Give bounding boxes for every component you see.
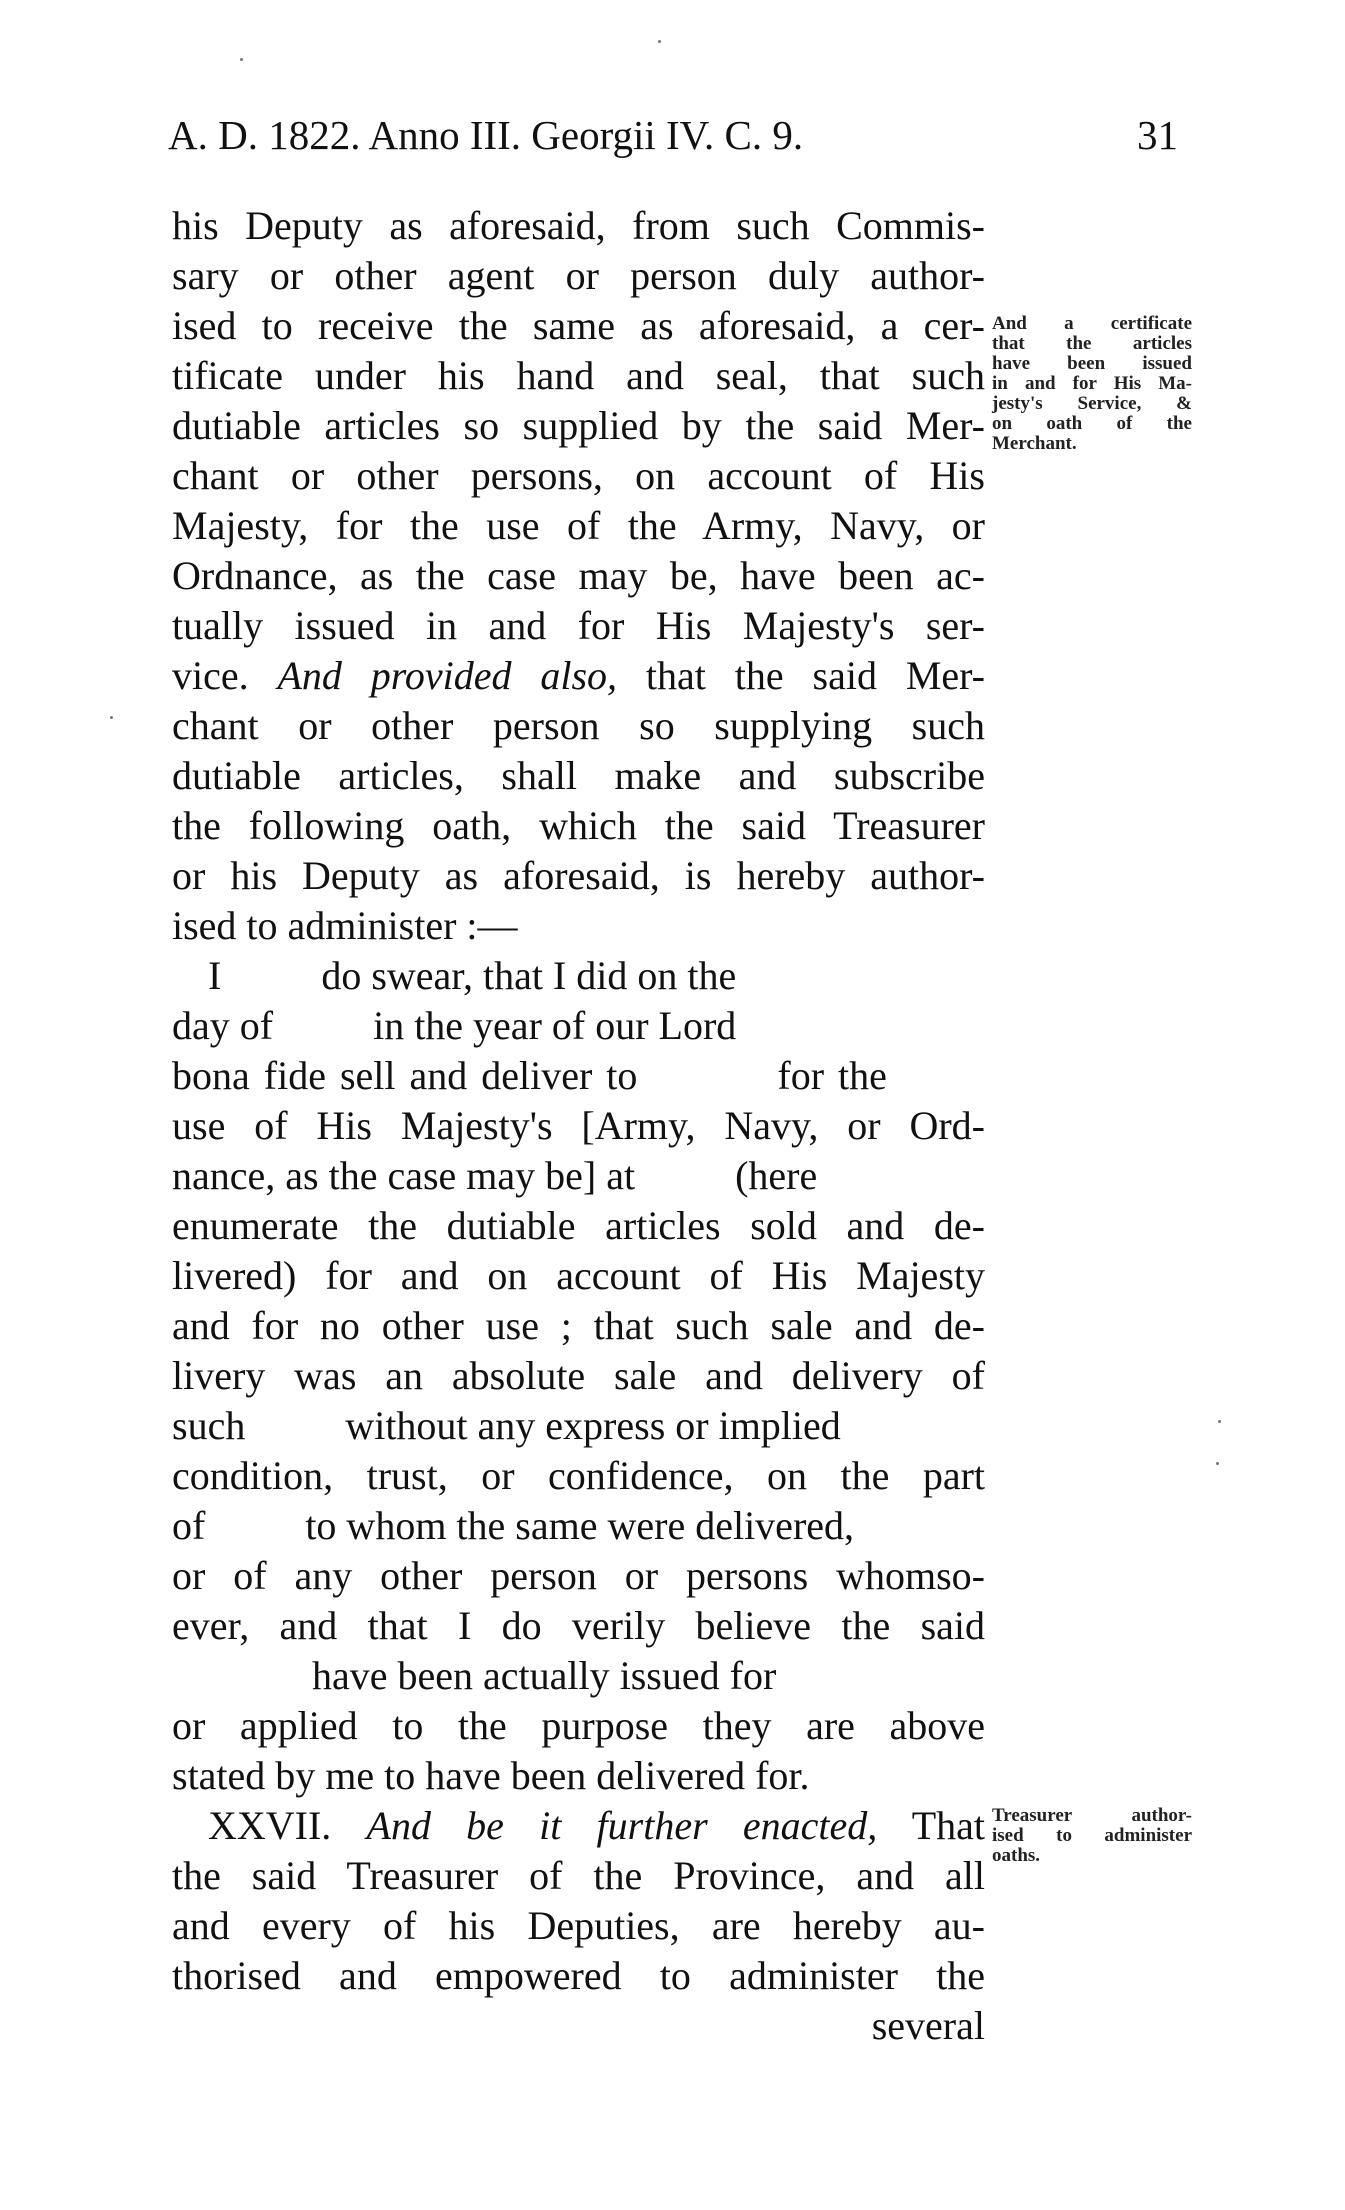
margin-note-treasurer [992, 1806, 1192, 1866]
oath-line: stated by me to have been delivered for. [172, 1753, 810, 1798]
scan-speck [110, 716, 113, 719]
margin-note-line: ised to administer [992, 1825, 1192, 1846]
text-line: tificate under his hand and seal, that such [172, 353, 985, 398]
oath-line: I do swear, that I did on the [208, 953, 737, 998]
text-line: dutiable articles, shall make and subscribe [172, 753, 985, 798]
margin-note-line: on oath of the [992, 413, 1192, 434]
text-line: sary or other agent or person duly author- [172, 253, 985, 298]
oath-line: livery was an absolute sale and delivery of [172, 1353, 985, 1398]
oath-line: enumerate the dutiable articles sold and de- [172, 1203, 985, 1248]
scan-speck [1216, 1462, 1219, 1465]
margin-note-line: that the articles [992, 333, 1192, 354]
scan-speck [1218, 1420, 1221, 1423]
oath-line: livered) for and on account of His Majesty [172, 1253, 985, 1298]
text-line: Majesty, for the use of the Army, Navy, or [172, 503, 985, 548]
running-header [168, 108, 1178, 162]
scan-speck [658, 40, 661, 43]
oath-line: of to whom the same were delivered, [172, 1503, 855, 1548]
text-line: the said Treasurer of the Province, and all [172, 1853, 985, 1898]
oath-line: and for no other use ; that such sale and de- [172, 1303, 985, 1348]
text-line: Ordnance, as the case may be, have been ac- [172, 553, 985, 598]
text-line: thorised and empowered to administer the [172, 1953, 985, 1998]
text-line: or his Deputy as aforesaid, is hereby author- [172, 853, 985, 898]
margin-note-line: jesty's Service, & [992, 393, 1192, 414]
oath-line: or of any other person or persons whomso- [172, 1553, 985, 1598]
margin-note-line: have been issued [992, 353, 1192, 374]
text-line: chant or other person so supplying such [172, 703, 985, 748]
text-line: dutiable articles so supplied by the said Mer- [172, 403, 985, 448]
margin-note-line: oaths. [992, 1845, 1041, 1866]
oath-line: bona fide sell and deliver to for the [172, 1053, 887, 1098]
oath-line: or applied to the purpose they are above [172, 1703, 985, 1748]
oath-line: condition, trust, or confidence, on the part [172, 1453, 985, 1498]
oath-line: such without any express or implied [172, 1403, 841, 1448]
oath-line: have been actually issued for [312, 1653, 777, 1698]
italic-phrase: And be it further enacted, [366, 1803, 878, 1848]
text-line: his Deputy as aforesaid, from such Commis- [172, 203, 985, 248]
text-line: ised to receive the same as aforesaid, a cer- [172, 303, 985, 348]
catchword: several [871, 2003, 985, 2048]
oath-line: use of His Majesty's [Army, Navy, or Ord- [172, 1103, 985, 1148]
text-line: tually issued in and for His Majesty's ser- [172, 603, 985, 648]
section-start-line: XXVII. And be it further enacted, That [208, 1803, 986, 1848]
margin-note-line: Treasurer author- [992, 1805, 1192, 1826]
scan-speck [240, 58, 243, 61]
italic-phrase: And provided also, [277, 653, 618, 698]
text-line: chant or other persons, on account of His [172, 453, 985, 498]
page-number: 31 [1137, 112, 1178, 158]
text-line: and every of his Deputies, are hereby au- [172, 1903, 985, 1948]
margin-note-line: Merchant. [992, 433, 1077, 454]
oath-line: nance, as the case may be] at (here [172, 1153, 818, 1198]
margin-note-line: And a certificate [992, 313, 1192, 334]
text-line-with-italic: vice. And provided also, that the said Mer- [172, 653, 985, 698]
text-line: ised to administer :— [172, 903, 518, 948]
oath-line: ever, and that I do verily believe the said [172, 1603, 985, 1648]
text-line: the following oath, which the said Treasurer [172, 803, 985, 848]
margin-note-certificate [992, 314, 1192, 454]
margin-note-line: in and for His Ma- [992, 373, 1192, 394]
oath-line: day of in the year of our Lord [172, 1003, 737, 1048]
running-head: A. D. 1822. Anno III. Georgii IV. C. 9. [168, 112, 804, 158]
